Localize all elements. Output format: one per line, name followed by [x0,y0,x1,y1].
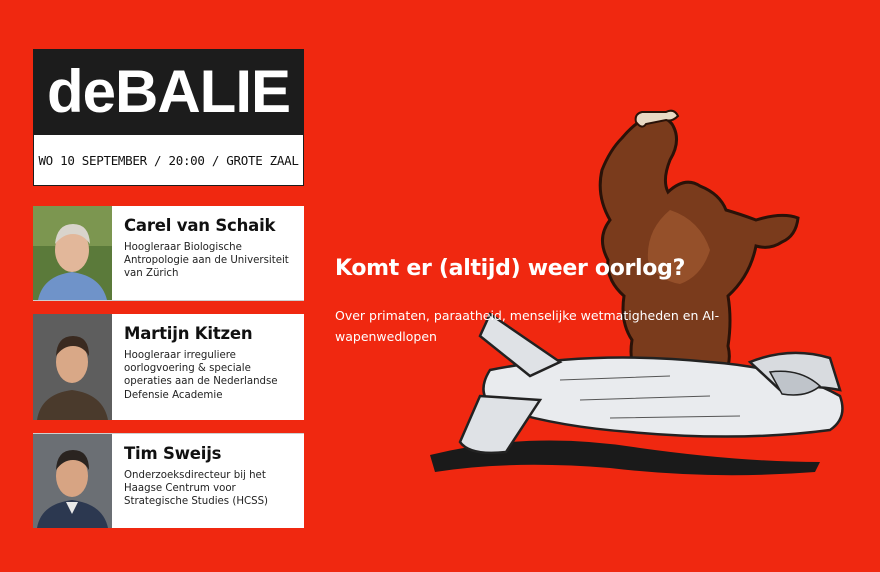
debalie-logo[interactable] [33,49,304,134]
speaker-role: Hoogleraar Biologische Antropologie aan de Universiteit van Zürich [124,242,289,280]
event-subtitle: Over primaten, paraatheid, menselijke wetmatigheden en AI-wapenwedlopen [335,308,720,344]
event-title: Komt er (altijd) weer oorlog? [335,256,686,281]
speaker-card [33,206,304,300]
speaker-name: Martijn Kitzen [124,324,253,343]
logo-text: deBALIE [46,57,291,125]
event-date-venue [33,134,304,186]
speaker-name: Carel van Schaik [124,216,276,235]
ape-with-bone-on-airplane-illustration [410,100,850,494]
speaker-photo [33,206,112,300]
speaker-role: Onderzoeksdirecteur bij het Haagse Centrum voor Strategische Studies (HCSS) [124,470,269,508]
speaker-photo [33,314,112,420]
speaker-role: Hoogleraar irreguliere oorlogvoering & speciale operaties aan de Nederlandse Defensie Academie [124,350,278,401]
event-date-text: WO 10 SEPTEMBER / 20:00 / GROTE ZAAL [38,152,299,168]
speaker-name: Tim Sweijs [124,444,222,463]
speaker-card [33,314,304,420]
speaker-photo [33,434,112,528]
divider [33,300,304,301]
speaker-card [33,434,304,528]
